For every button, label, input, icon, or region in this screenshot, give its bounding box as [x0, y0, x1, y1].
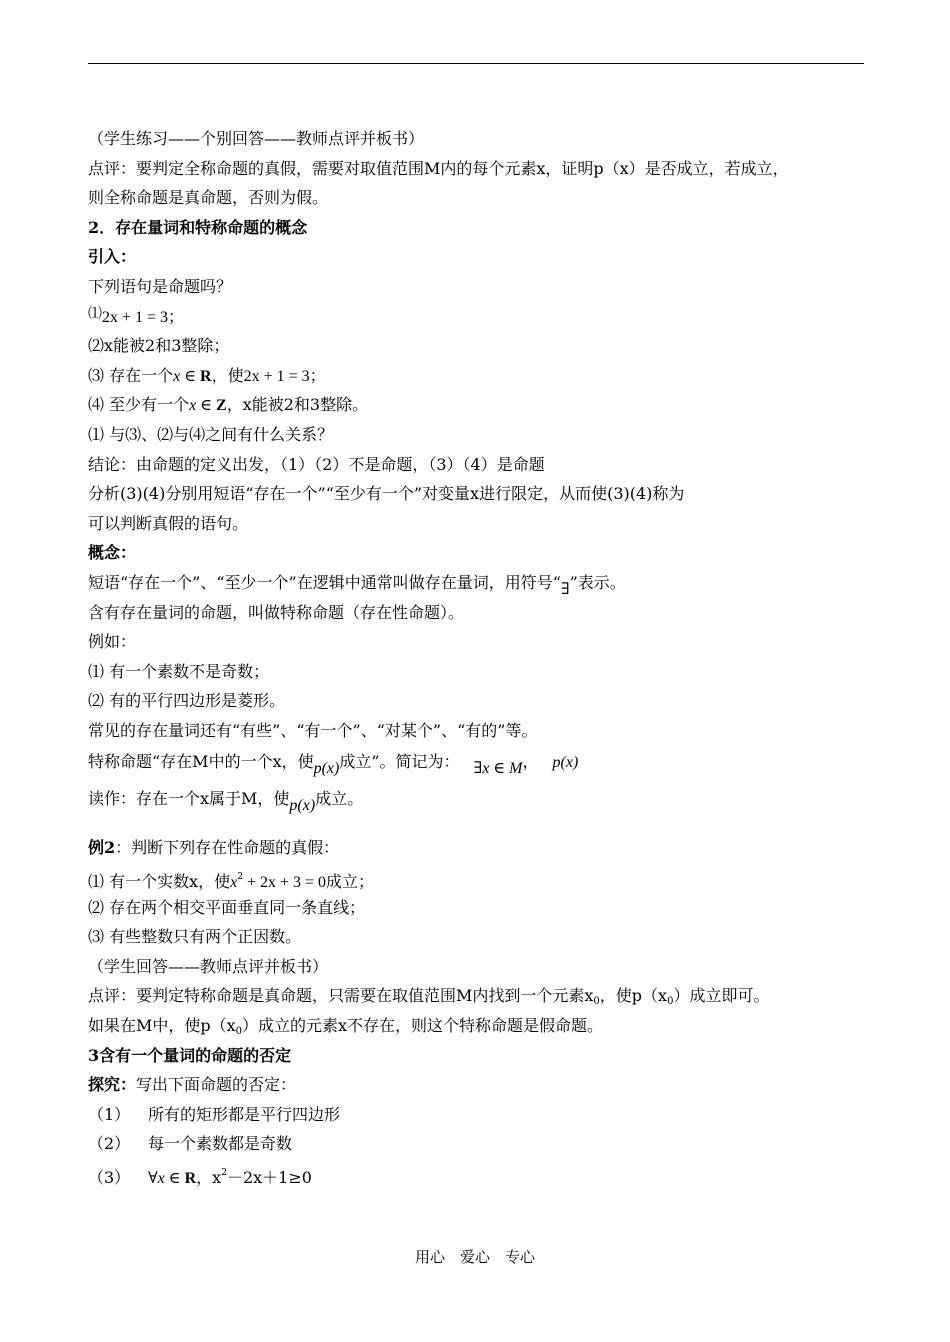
text: ，	[522, 752, 539, 772]
math-expression: 2x + 1 = 3	[243, 367, 310, 385]
paragraph	[88, 124, 868, 154]
text: ⑶ 有些整数只有两个正因数。	[88, 927, 302, 947]
text: 结论：由命题的定义出发，（1）（2）不是命题，（3）（4）是命题	[88, 454, 545, 474]
document-body	[88, 124, 868, 1189]
paragraph	[88, 272, 868, 302]
text: ；	[309, 365, 326, 385]
subscript: 0	[235, 1026, 243, 1038]
exists-symbol: ∃	[560, 580, 570, 598]
text: 所有的矩形都是平行四边形	[148, 1104, 341, 1124]
math-expression: ∀x ∈	[148, 1170, 185, 1187]
math-symbol-R: R	[200, 367, 212, 385]
example-2-heading	[88, 833, 868, 863]
text: 常见的存在量词还有“有些”、“有一个”、“对某个”、“有的”等。	[88, 720, 538, 740]
text: 每一个素数都是奇数	[148, 1134, 293, 1154]
text: ⑵x能被2和3整除；	[88, 336, 230, 356]
paragraph	[88, 716, 868, 746]
math-expression: + 2x + 3 = 0	[242, 874, 327, 892]
paragraph	[88, 598, 868, 628]
text: －2x＋1≥0	[226, 1168, 312, 1187]
item-number: ⑴	[88, 305, 102, 322]
paragraph	[88, 154, 868, 184]
heading-text: 3含有一个量词的命题的否定	[88, 1045, 292, 1065]
text: ⑵ 有的平行四边形是菱形。	[88, 691, 286, 711]
subscript: 0	[667, 996, 674, 1008]
explore-label: 探究：	[88, 1075, 137, 1095]
text: 可以判断真假的语句。	[88, 513, 249, 533]
paragraph	[88, 952, 868, 982]
math-expression: x	[230, 874, 238, 892]
section-heading-3	[88, 1041, 868, 1071]
text: （学生练习——个别回答——教师点评并板书）	[88, 129, 425, 148]
item-number: （2）	[88, 1134, 131, 1154]
math-expression: x ∈	[189, 397, 217, 415]
text: 点评：要判定特称命题是真命题，只需要在取值范围M内找到一个元素x	[88, 986, 594, 1006]
text: ，使p（x	[599, 986, 668, 1006]
superscript: 2	[221, 1168, 227, 1178]
exercise-3	[88, 922, 868, 952]
text: 概念：	[88, 543, 137, 563]
math-expression: p(x)	[289, 797, 316, 815]
exercise-1	[88, 863, 868, 893]
paragraph	[88, 450, 868, 480]
exercise-2	[88, 893, 868, 923]
text: ⑷ 至少有一个	[88, 395, 190, 415]
superscript: 2	[237, 872, 243, 883]
negation-item-2	[88, 1129, 868, 1159]
math-expression: 2x + 1 = 3	[102, 308, 169, 326]
header-rule	[88, 63, 864, 64]
item-number: （3）	[88, 1168, 131, 1187]
paragraph	[88, 627, 868, 657]
math-symbol-Z: Z	[216, 397, 227, 415]
text: 下列语句是命题吗？	[88, 276, 233, 296]
math-expression: ∃x ∈ M	[473, 760, 523, 778]
subscript: 0	[593, 996, 600, 1008]
text: ⑴ 有一个实数x，使	[88, 872, 231, 892]
page-footer	[0, 1246, 950, 1267]
text: （学生回答——教师点评并板书）	[88, 956, 329, 976]
text: 短语“存在一个”、“至少一个”在逻辑中通常叫做存在量词，用符号“	[88, 572, 561, 592]
text: 读作：存在一个x属于M，使	[88, 789, 290, 809]
text: 分析(3)(4)分别用短语“存在一个”“至少有一个”对变量x进行限定，从而使(3)(4)称为	[88, 484, 685, 504]
text: ：判断下列存在性命题的真假：	[115, 838, 340, 858]
text: ）成立即可。	[673, 986, 770, 1006]
example-label: 例2	[88, 838, 116, 858]
statement-4	[88, 390, 868, 420]
paragraph	[88, 420, 868, 450]
intro-label	[88, 242, 868, 272]
text: 成立；	[326, 872, 375, 892]
text: ，使	[211, 365, 244, 385]
paragraph	[88, 568, 868, 598]
paragraph	[88, 981, 868, 1011]
text: ⑶ 存在一个	[88, 365, 174, 385]
math-expression: p(x)	[552, 754, 579, 772]
negation-item-1	[88, 1100, 868, 1130]
text: 点评：要判定全称命题的真假，需要对取值范围M内的每个元素x，证明p（x）是否成立，若成立，	[88, 158, 789, 178]
text: ⑴ 与⑶、⑵与⑷之间有什么关系？	[88, 424, 334, 444]
math-expression: x ∈	[173, 367, 201, 385]
explore-line	[88, 1070, 868, 1100]
statement-3	[88, 361, 868, 391]
concept-label	[88, 538, 868, 568]
text: 则全称命题是真命题，否则为假。	[88, 188, 329, 208]
text: ；	[168, 306, 185, 326]
text: 成立。	[315, 789, 364, 809]
text: ⑵ 存在两个相交平面垂直同一条直线；	[88, 897, 366, 917]
statement-2	[88, 331, 868, 361]
paragraph	[88, 1011, 868, 1041]
statement-1	[88, 302, 868, 332]
text: 例如：	[88, 632, 137, 652]
negation-item-3	[88, 1159, 868, 1189]
text: ”表示。	[569, 572, 626, 592]
math-symbol-R: R	[184, 1170, 197, 1187]
text: 写出下面命题的否定：	[136, 1075, 297, 1095]
text: 如果在M中，使p（x	[88, 1016, 236, 1036]
text: 成立”。简记为：	[339, 752, 460, 772]
item-number: （1）	[88, 1104, 131, 1124]
math-expression: p(x)	[313, 760, 340, 778]
text: 引入：	[88, 247, 137, 267]
text: ）成立的元素x不存在，则这个特称命题是假命题。	[242, 1016, 604, 1036]
paragraph	[88, 509, 868, 539]
text: ，x能被2和3整除。	[226, 395, 369, 415]
text: 特称命题“存在M中的一个x，使	[88, 752, 314, 772]
example-item-1	[88, 657, 868, 687]
special-proposition	[88, 745, 868, 779]
text: ⑴ 有一个素数不是奇数；	[88, 661, 270, 681]
section-heading-2	[88, 213, 868, 243]
read-as	[88, 779, 868, 819]
text: ，x	[196, 1168, 222, 1187]
paragraph	[88, 183, 868, 213]
heading-text: 2．存在量词和特称命题的概念	[88, 217, 308, 237]
paragraph	[88, 479, 868, 509]
example-item-2	[88, 686, 868, 716]
text: 含有存在量词的命题，叫做特称命题（存在性命题）。	[88, 602, 465, 622]
footer-text: 用心 爱心 专心	[414, 1248, 535, 1266]
